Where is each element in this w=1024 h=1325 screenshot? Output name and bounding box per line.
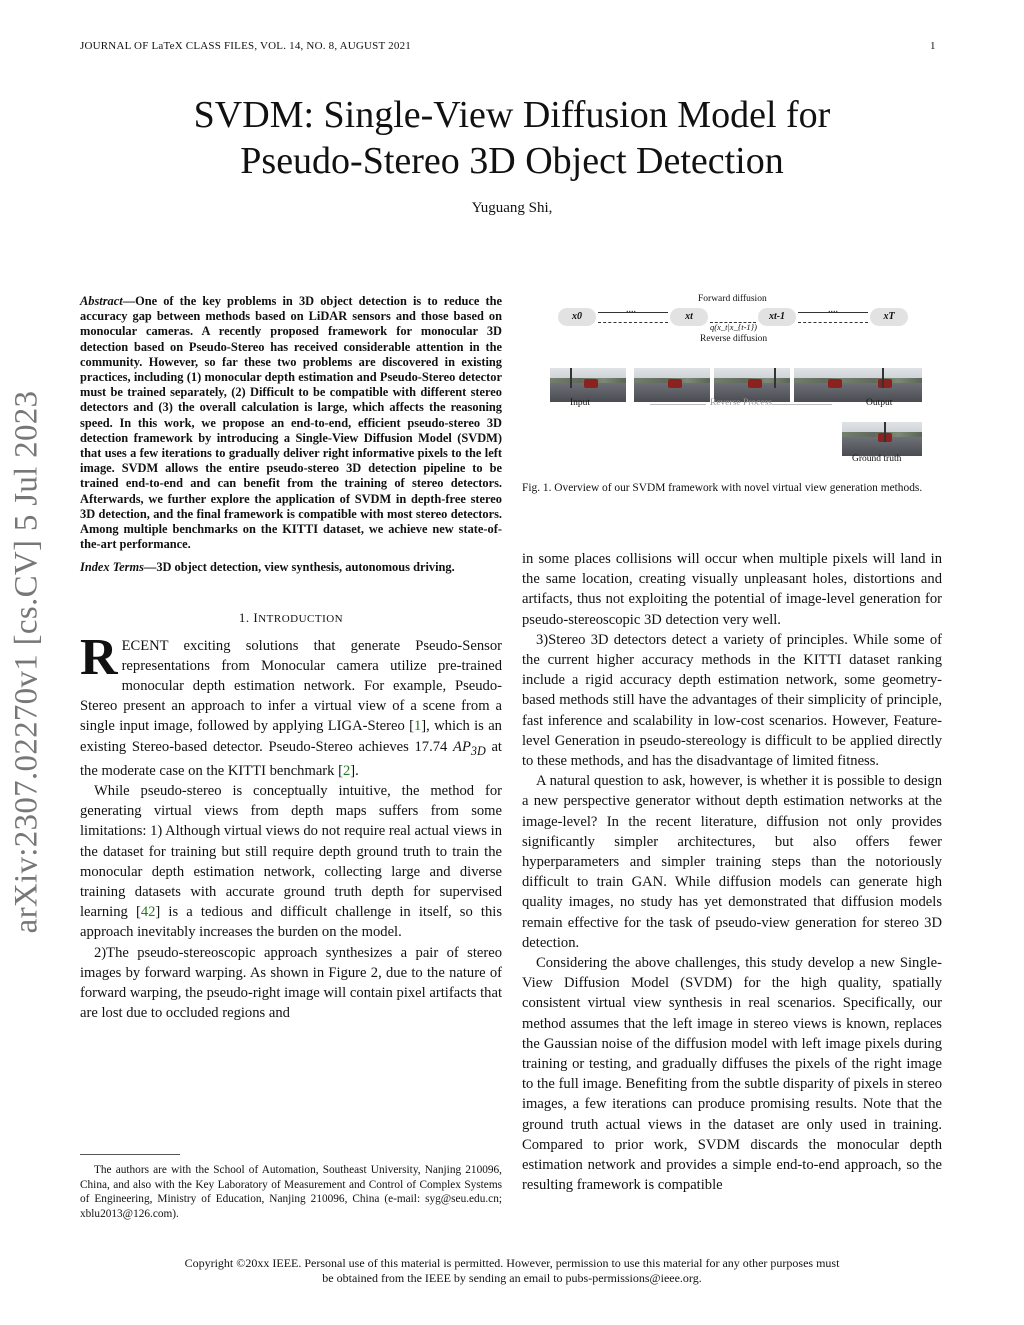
copyright-line-1: Copyright ©20xx IEEE. Personal use of this material is permitted. However, permission to use this material for any other purposes must [184,1256,840,1270]
ground-truth-label: Ground truth [852,454,902,464]
intro-p1-text-c: at the moderate case on the KITTI benchmark [ [80,738,502,779]
section-title-rest: NTRODUCTION [258,612,344,625]
reverse-arrow-1 [598,322,668,323]
intro-paragraph-3: 2)The pseudo-stereoscopic approach synthesizes a pair of stereo images by forward warping. As shown in Figure 2, due to the nature of forward warping, the pseudo-right image will contain pixel artifacts that are lost due to occluded regions and [80,944,502,1022]
forward-arrow-1 [598,312,668,313]
node-x0: x0 [558,308,596,326]
index-terms [80,560,502,575]
abstract [80,294,502,552]
copyright-line-2: be obtained from the IEEE by sending an email to pubs-permissions@ieee.org. [322,1271,702,1285]
ground-truth-image [842,422,922,456]
arxiv-stamp [2,372,52,952]
reverse-arrow-3 [798,322,868,323]
citation-link[interactable]: 42 [140,904,156,921]
input-image [550,368,626,402]
drop-cap: R [80,628,118,686]
section-title-initial: I [253,609,259,625]
input-label: Input [570,398,591,408]
intro-p2-text-b: ] is a tedious and difficult challenge in itself, so this approach inevitably increases the burden on the model. [80,904,503,941]
title-line-2: Pseudo-Stereo 3D Object Detection [240,140,784,182]
q-label: q(x_t|x_{t-1}) [710,322,757,332]
arxiv-stamp-text: arXiv:2307.02270v1 [cs.CV] 5 Jul 2023 [8,390,45,934]
right-column [522,549,942,1196]
reverse-step-image-1 [634,368,710,402]
citation-link[interactable]: 1 [413,718,422,735]
author-footnote: The authors are with the School of Automation, Southeast University, Nanjing 210096, China, and also with the Key Laboratory of Measurement and Control of Complex Systems of Engineering, Ministry of Education, Nanjing 210096, China (e-mail: syg@seu.edu.cn; xblu2013@126.com). [80,1164,502,1220]
output-label: Output [866,398,893,408]
figure-1 [540,290,930,470]
copyright-notice [100,1256,924,1286]
node-xT: xT [870,308,908,326]
metric-ap: AP [453,738,471,755]
right-paragraph-4: Considering the above challenges, this study develop a new Single-View Diffusion Model (SVDM) for the high quality, spatially consistent virtual view synthesis in real scenarios. Specifically, our method assumes that the left image in stereo views is known, replaces the Gaussian noise of the diffusion model with left image pixels during training or testing, and gradually diffuses the pixels of the right image to the full image. Benefiting from the subtle disparity of pixels in stereo images, a few iterations can produce promising results. Note that the ground truth actual views in the dataset are only used in training. Compared to prior work, SVDM discards the monocular depth estimation network and provides a simple end-to-end approach, so the resulting framework is compatible [522,955,942,1194]
node-xt: xt [670,308,708,326]
reverse-diffusion-label: Reverse diffusion [700,334,768,344]
section-heading-introduction [80,610,502,626]
running-header: JOURNAL OF LaTeX CLASS FILES, VOL. 14, NO. 8, AUGUST 2021 [80,40,411,52]
reverse-step-image-2 [714,368,790,402]
title-line-1: SVDM: Single-View Diffusion Model for [193,94,831,136]
index-terms-label: Index Terms [80,560,144,575]
right-paragraph-2: 3)Stereo 3D detectors detect a variety of principles. While some of the current higher accuracy methods in the KITTI dataset ranking include a rigid accuracy depth estimation network, some geometry-based methods still have the advantages of their simplicity of principle, fast inference and scalability in low-cost scenarios. However, Feature-level Generation in pseudo-stereology is difficult to be applied directly to these methods, and has the disadvantage of limited fitness. [522,631,942,770]
right-paragraph-1: in some places collisions will occur when multiple pixels will land in the same location, creating visually unpleasant holes, distortions and artifacts, thus not exploiting the potential of image-level generation for pseudo-stereoscopic 3D detection very well. [522,551,942,628]
footnote-rule [80,1154,180,1155]
intro-paragraph-2 [80,781,502,943]
node-xt-1: xt-1 [758,308,796,326]
forward-arrow-2 [798,312,868,313]
intro-p1-text-d: ]. [350,762,359,779]
page-number: 1 [930,40,936,52]
reverse-process-arrow-right [772,404,832,405]
abstract-label: Abstract [80,294,123,308]
metric-subscript: 3D [470,743,486,758]
intro-p1-text-b: ], which is an existing Stereo-based detector. Pseudo-Stereo achieves 17.74 [80,718,502,755]
dots-right: .... [828,304,838,315]
section-number: 1. [238,609,254,625]
output-image [842,368,922,402]
reverse-process-label: Reverse Process [710,398,772,408]
intro-p1-text-a: ECENT exciting solutions that generate Pseudo-Sensor representations from Monocular camera utilize pre-trained monocular depth estimation network. For example, Pseudo-Stereo present an approach to infer a virtual view of a scene from a single input image, followed by applying LIGA-Stereo [ [80,637,502,735]
citation-link[interactable]: 2 [342,762,351,779]
figure-caption: Fig. 1. Overview of our SVDM framework with novel virtual view generation methods. [522,482,923,494]
left-column [80,294,502,1023]
author-line: Yuguang Shi, [471,200,553,216]
right-paragraph-3: A natural question to ask, however, is whether it is possible to design a new perspective generator without depth estimation networks at the image-level? In the recent literature, diffusion not only provides significantly simpler architectures, but also offers fewer hyperparameters and simpler training steps than the notoriously difficult to train GAN. While diffusion models can generate high quality images, no study has yet demonstrated that diffusion models remain effective for the task of pseudo-view generation for stereo 3D detection. [522,773,942,951]
paper-title [80,92,944,184]
forward-diffusion-label: Forward diffusion [698,294,767,304]
intro-p2-text-a: While pseudo-stereo is conceptually intuitive, the method for generating virtual views from depth maps suffers from some limitations: 1) Although virtual views do not require real actual views in the dataset for training but still require depth ground truth to train the monocular depth estimation network, collecting large and diverse training datasets with accurate ground truth depth for supervised learning [ [80,782,502,921]
index-terms-text: —3D object detection, view synthesis, autonomous driving. [143,560,455,575]
abstract-text: —One of the key problems in 3D object detection is to reduce the accuracy gap between methods based on LiDAR sensors and those based on monocular cameras. A recently proposed framework for monocular 3D detection based on Pseudo-Stereo has received considerable attention in the community. However, so far these two problems are discovered in existing practices, including (1) monocular depth estimation and Pseudo-Stereo detector must be trained separately, (2) Difficult to be compatible with different stereo detectors and (3) the overall calculation is large, which affects the reasoning speed. In this work, we propose an end-to-end, efficient pseudo-stereo 3D detection framework by introducing a Single-View Diffusion Model (SVDM) that uses a few iterations to gradually deliver right informative pixels to the left image. SVDM allows the entire pseudo-stereo 3D detection pipeline to be trained end-to-end and can benefit from the training of stereo detectors. Afterwards, we further explore the application of SVDM in depth-free stereo 3D detection, and the final framework is compatible with most stereo detectors. Among multiple benchmarks on the KITTI dataset, we achieve new state-of-the-art performance. [80,294,502,552]
dots-left: .... [626,304,636,315]
intro-paragraph-1 [80,628,502,781]
reverse-process-arrow-left [650,404,706,405]
